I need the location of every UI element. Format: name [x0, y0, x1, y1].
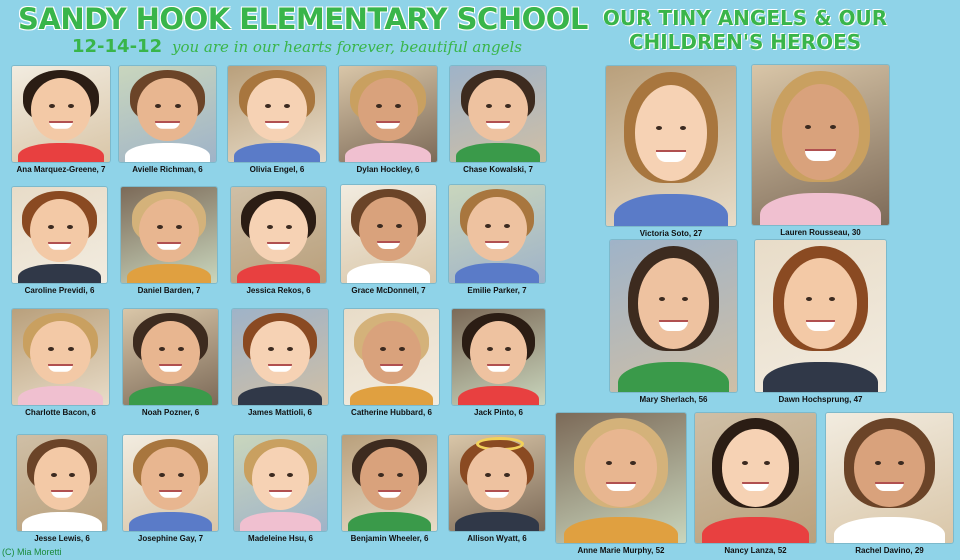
portrait-photo: [610, 240, 737, 392]
portrait-photo: [231, 187, 326, 283]
adult-photo-card: [755, 240, 886, 404]
adult-photo-card: [752, 65, 889, 237]
portrait-photo: [344, 309, 439, 405]
page-title: SANDY HOOK ELEMENTARY SCHOOL: [18, 2, 588, 36]
adult-photo-card: [556, 413, 686, 555]
portrait-photo: [121, 187, 217, 283]
name-caption: Jack Pinto, 6: [474, 408, 523, 417]
adult-photo-card: [826, 413, 953, 555]
child-photo-card: [17, 435, 107, 543]
adult-photo-card: [610, 240, 737, 404]
child-photo-card: [450, 66, 546, 174]
child-photo-card: [123, 435, 218, 543]
name-caption: Grace McDonnell, 7: [351, 286, 426, 295]
name-caption: Allison Wyatt, 6: [467, 534, 527, 543]
portrait-photo: [12, 187, 107, 283]
portrait-photo: [449, 435, 545, 531]
portrait-photo: [556, 413, 686, 543]
portrait-photo: [755, 240, 886, 392]
child-photo-card: [449, 435, 545, 543]
child-photo-card: [121, 187, 217, 295]
name-caption: Dylan Hockley, 6: [356, 165, 420, 174]
portrait-photo: [234, 435, 327, 531]
child-photo-card: [12, 187, 107, 295]
child-photo-card: [452, 309, 545, 417]
photo-credit: (C) Mia Moretti: [2, 547, 62, 557]
adult-photo-card: [695, 413, 816, 555]
portrait-photo: [228, 66, 326, 162]
portrait-photo: [449, 185, 545, 283]
name-caption: Charlotte Bacon, 6: [25, 408, 96, 417]
name-caption: Josephine Gay, 7: [137, 534, 204, 543]
name-caption: Benjamin Wheeler, 6: [350, 534, 429, 543]
heroes-title: OUR TINY ANGELS & OUR CHILDREN'S HEROES: [602, 6, 888, 54]
name-caption: Daniel Barden, 7: [137, 286, 201, 295]
name-caption: Olivia Engel, 6: [249, 165, 305, 174]
portrait-photo: [12, 66, 110, 162]
name-caption: Rachel Davino, 29: [855, 546, 924, 555]
child-photo-card: [231, 187, 326, 295]
child-photo-card: [123, 309, 218, 417]
child-photo-card: [12, 66, 110, 174]
name-caption: Lauren Rousseau, 30: [780, 228, 861, 237]
portrait-photo: [119, 66, 216, 162]
memorial-date: 12-14-12: [72, 36, 163, 57]
name-caption: James Mattioli, 6: [247, 408, 313, 417]
name-caption: Anne Marie Murphy, 52: [577, 546, 665, 555]
child-photo-card: [339, 66, 437, 174]
child-photo-card: [234, 435, 327, 543]
name-caption: Mary Sherlach, 56: [639, 395, 708, 404]
name-caption: Victoria Soto, 27: [639, 229, 703, 238]
child-photo-card: [344, 309, 439, 417]
portrait-photo: [452, 309, 545, 405]
name-caption: Emilie Parker, 7: [467, 286, 527, 295]
child-photo-card: [341, 185, 436, 295]
name-caption: Noah Pozner, 6: [141, 408, 200, 417]
portrait-photo: [752, 65, 889, 225]
portrait-photo: [232, 309, 328, 405]
portrait-photo: [695, 413, 816, 543]
name-caption: Dawn Hochsprung, 47: [778, 395, 863, 404]
child-photo-card: [232, 309, 328, 417]
child-photo-card: [12, 309, 109, 417]
name-caption: Nancy Lanza, 52: [724, 546, 787, 555]
portrait-photo: [12, 309, 109, 405]
name-caption: Jesse Lewis, 6: [34, 534, 90, 543]
portrait-photo: [17, 435, 107, 531]
portrait-photo: [123, 435, 218, 531]
child-photo-card: [449, 185, 545, 295]
name-caption: Catherine Hubbard, 6: [351, 408, 432, 417]
portrait-photo: [826, 413, 953, 543]
portrait-photo: [450, 66, 546, 162]
portrait-photo: [606, 66, 736, 226]
portrait-photo: [341, 185, 436, 283]
name-caption: Jessica Rekos, 6: [246, 286, 311, 295]
name-caption: Avielle Richman, 6: [132, 165, 203, 174]
name-caption: Madeleine Hsu, 6: [248, 534, 313, 543]
child-photo-card: [342, 435, 437, 543]
adult-photo-card: [606, 66, 736, 238]
portrait-photo: [123, 309, 218, 405]
portrait-photo: [342, 435, 437, 531]
name-caption: Ana Marquez-Greene, 7: [16, 165, 106, 174]
child-photo-card: [119, 66, 216, 174]
memorial-tagline: you are in our hearts forever, beautiful angels: [172, 38, 522, 56]
child-photo-card: [228, 66, 326, 174]
portrait-photo: [339, 66, 437, 162]
name-caption: Caroline Previdi, 6: [24, 286, 95, 295]
name-caption: Chase Kowalski, 7: [463, 165, 533, 174]
